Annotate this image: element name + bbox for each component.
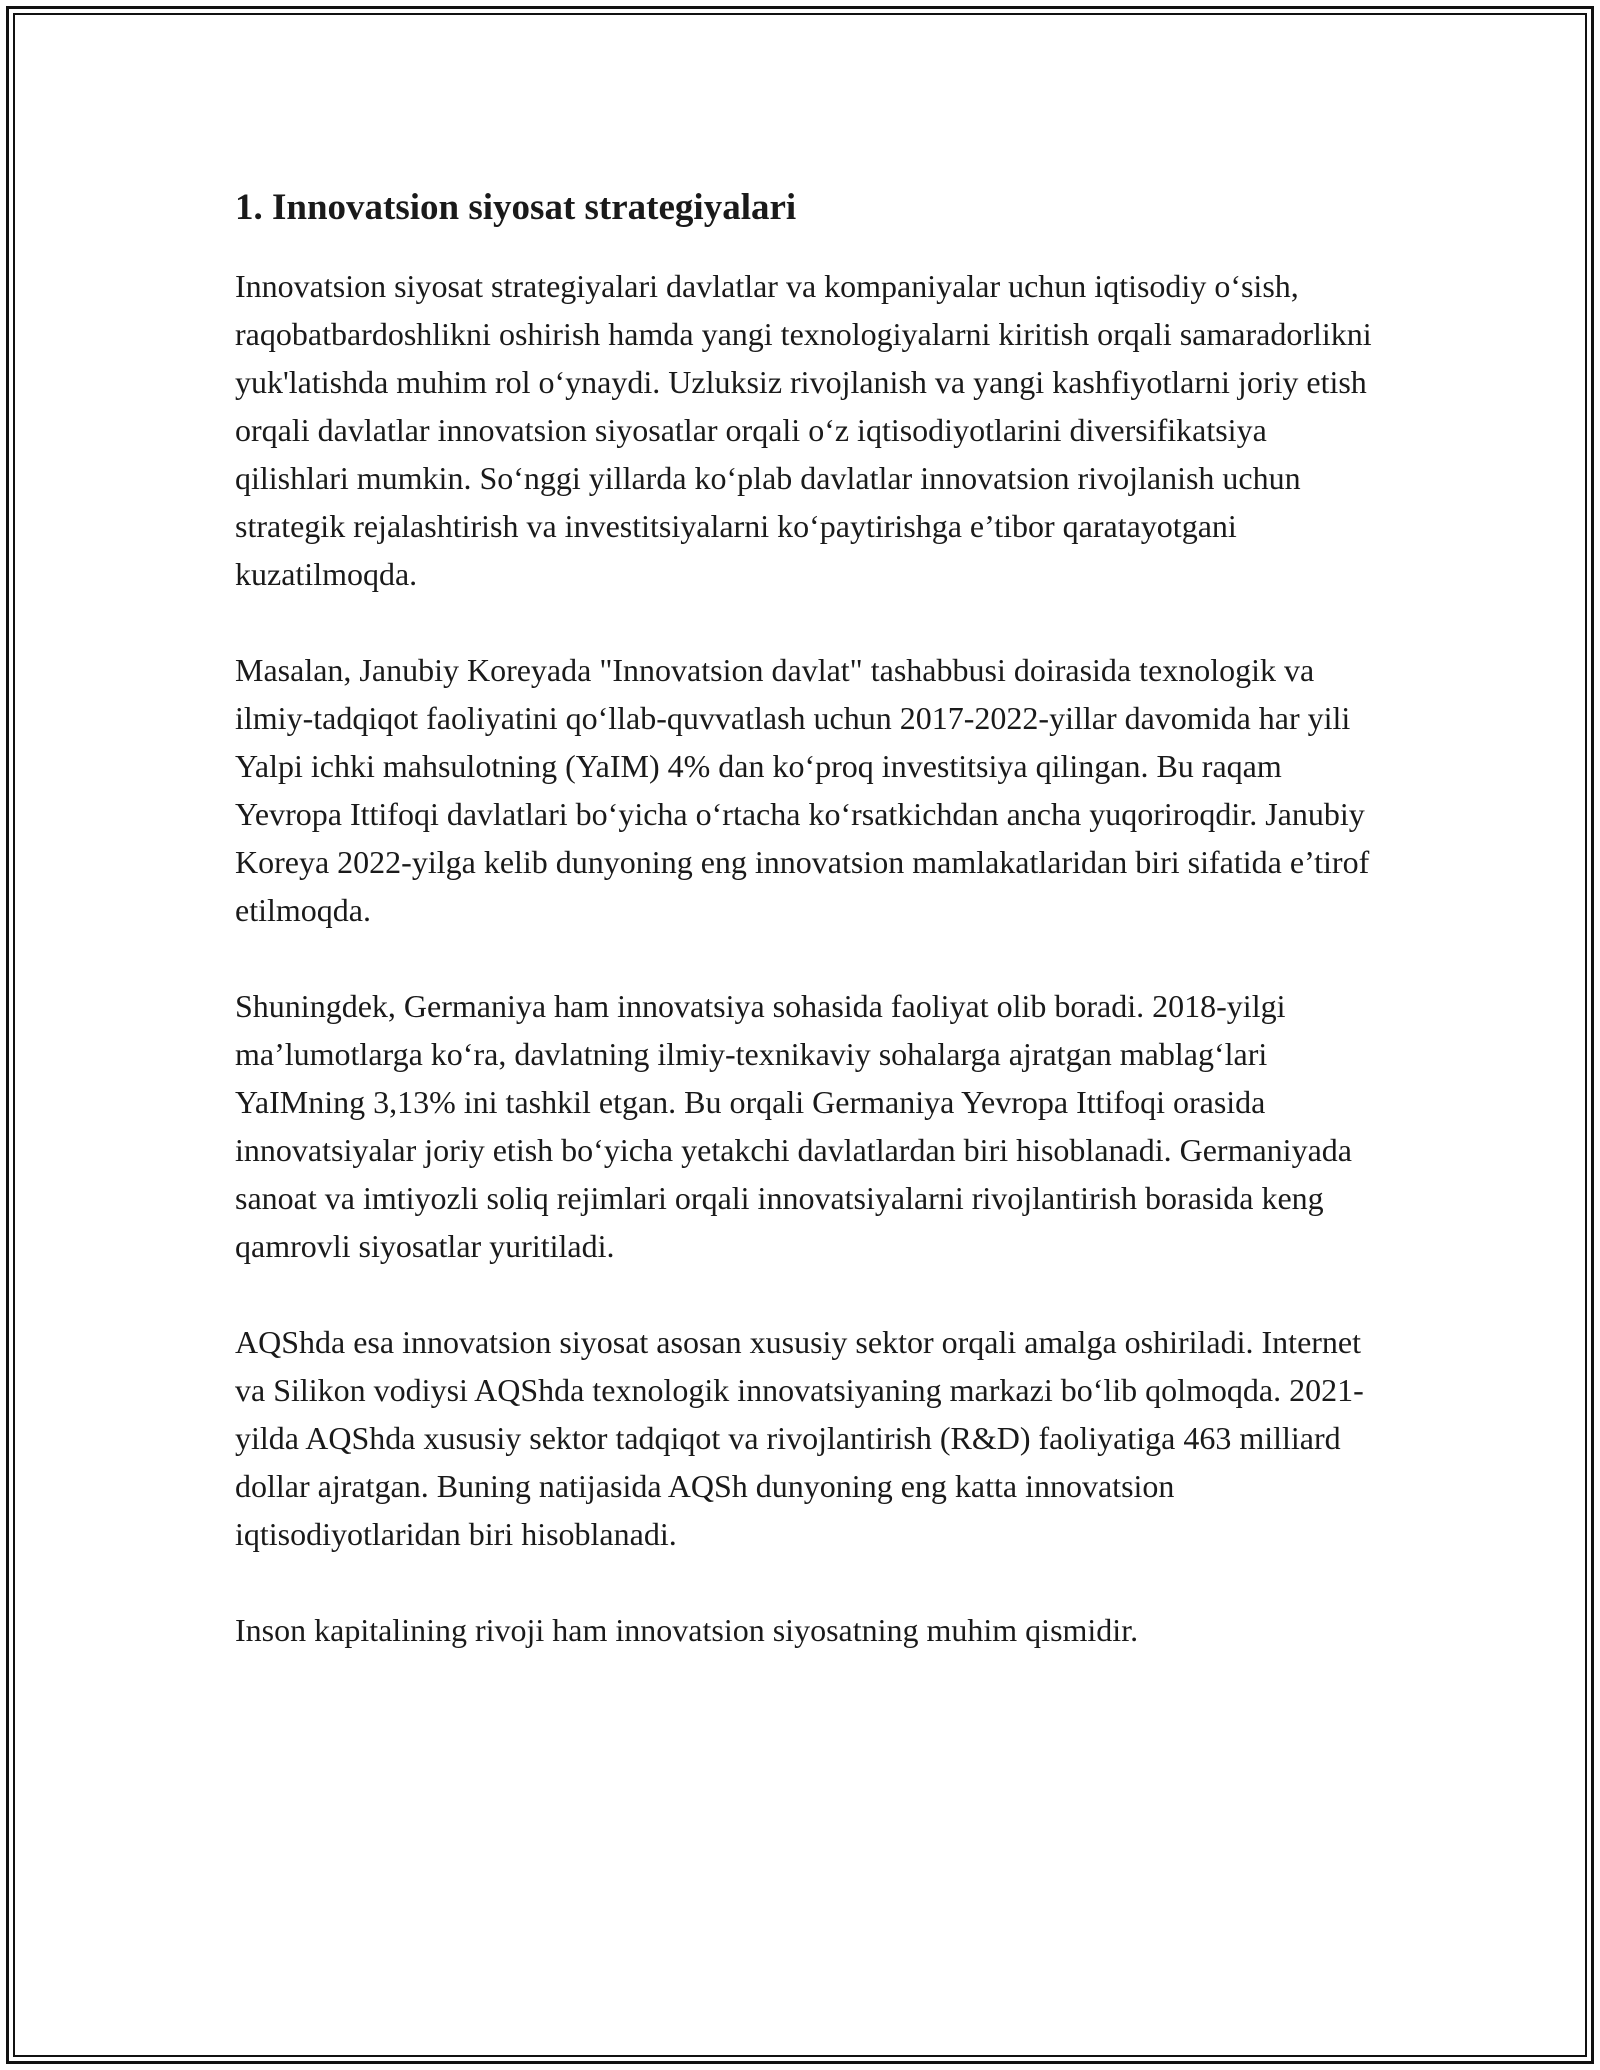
section-heading: 1. Innovatsion siyosat strategiyalari [235,187,797,228]
paragraph-usa: AQShda esa innovatsion siyosat asosan xususiy sektor orqali amalga oshiriladi. Internet va Silikon vodiysi AQShda texnologik innovatsiyaning markazi bo‘lib qolmoqda. 2021-yilda AQShda xususiy sektor tadqiqot va rivojlantirish (R&D) faoliyatiga 463 milliard dollar ajratgan. Buning natijasida AQSh dunyoning eng katta innovatsion iqtisodiyotlaridan biri hisoblanadi. [235,1324,1364,1553]
paragraph-south-korea: Masalan, Janubiy Koreyada "Innovatsion davlat" tashabbusi doirasida texnologik va ilmiy-tadqiqot faoliyatini qo‘llab-quvvatlash uchun 2017-2022-yillar davomida har yili Yalpi ichki mahsulotning (YaIM) 4% dan ko‘proq investitsiya qilingan. Bu raqam Yevropa Ittifoqi davlatlari bo‘yicha o‘rtacha ko‘rsatkichdan ancha yuqoriroqdir. Janubiy Koreya 2022-yilga kelib dunyoning eng innovatsion mamlakatlaridan biri sifatida e’tirof etilmoqda. [235,652,1370,929]
paragraph-germany: Shuningdek, Germaniya ham innovatsiya sohasida faoliyat olib boradi. 2018-yilgi ma’lumotlarga ko‘ra, davlatning ilmiy-texnikaviy sohalarga ajratgan mablag‘lari YaIMning 3,13% ini tashkil etgan. Bu orqali Germaniya Yevropa Ittifoqi orasida innovatsiyalar joriy etish bo‘yicha yetakchi davlatlardan biri hisoblanadi. Germaniyada sanoat va imtiyozli soliq rejimlari orqali innovatsiyalarni rivojlantirish borasida keng qamrovli siyosatlar yuritiladi. [235,988,1352,1265]
paragraph-intro: Innovatsion siyosat strategiyalari davlatlar va kompaniyalar uchun iqtisodiy o‘sish, raqobatbardoshlikni oshirish hamda yangi texnologiyalarni kiritish orqali samaradorlikni yuk'latishda muhim rol o‘ynaydi. Uzluksiz rivojlanish va yangi kashfiyotlarni joriy etish orqali davlatlar innovatsion siyosatlar orqali o‘z iqtisodiyotlarini diversifikatsiya qilishlari mumkin. So‘nggi yillarda ko‘plab davlatlar innovatsion rivojlanish uchun strategik rejalashtirish va investitsiyalarni ko‘paytirishga e’tibor qaratayotgani kuzatilmoqda. [235,268,1372,593]
paragraph-human-capital: Inson kapitalining rivoji ham innovatsion siyosatning muhim qismidir. [235,1612,1139,1649]
document-body [235,186,1375,1702]
